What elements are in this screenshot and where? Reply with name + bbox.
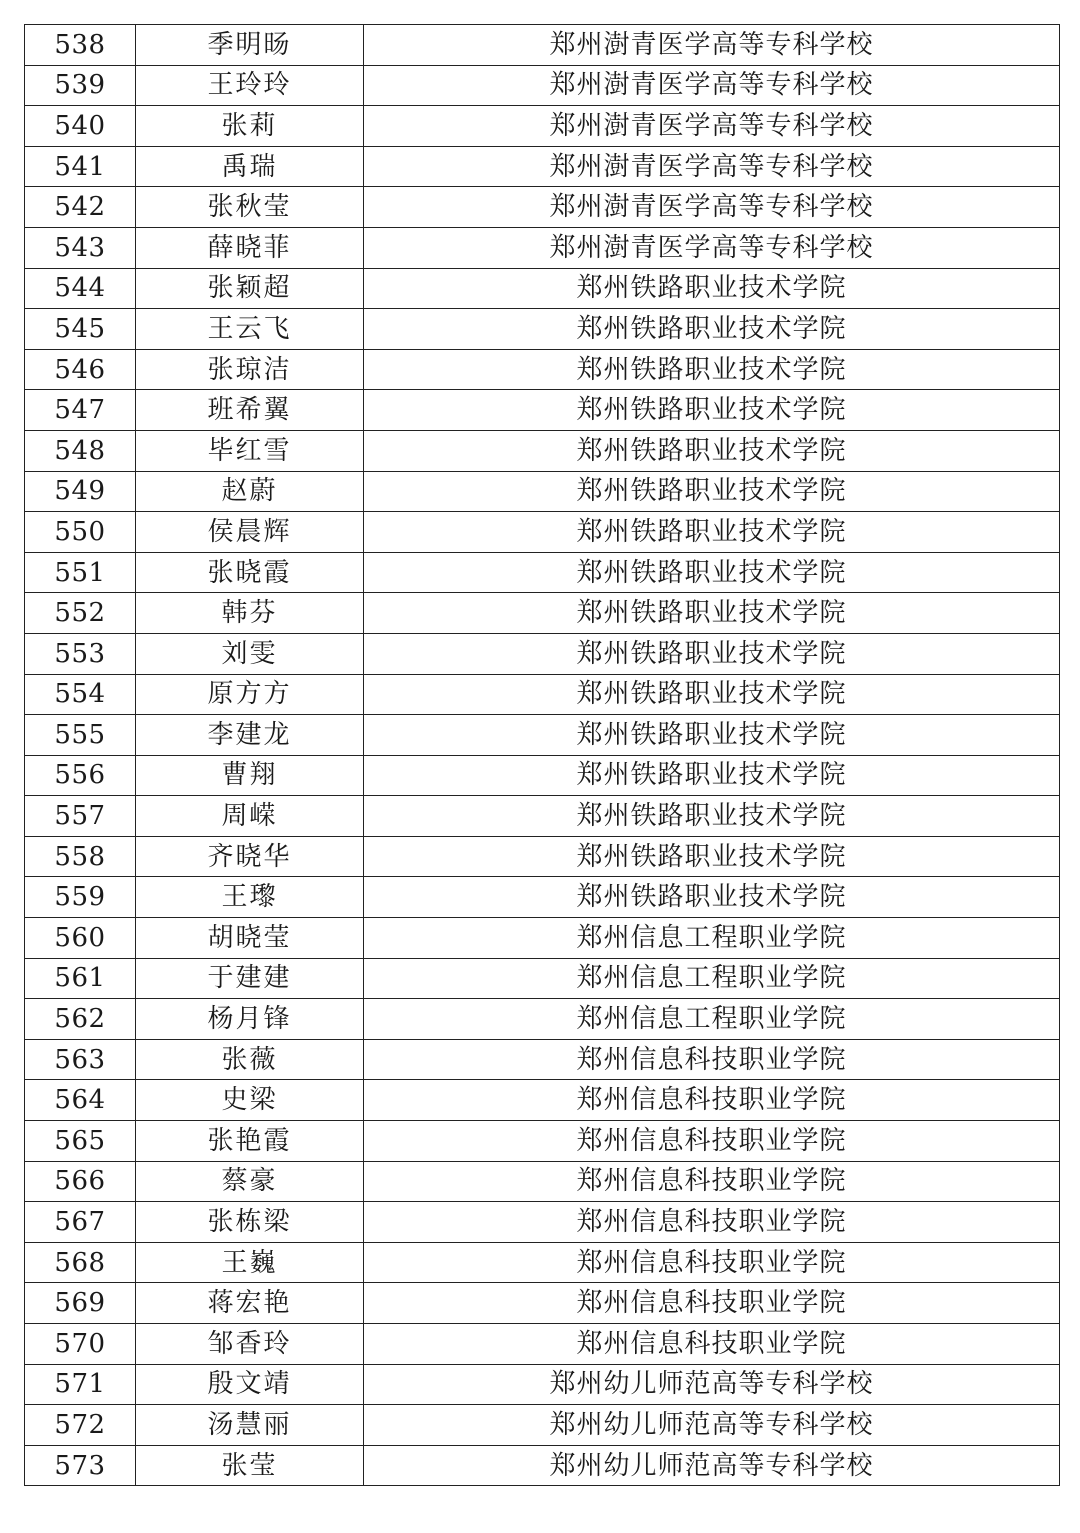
row-number-cell: 573 [25,1445,136,1486]
person-name-cell: 王玲玲 [136,65,364,106]
person-name-cell: 张莹 [136,1445,364,1486]
person-name-cell: 邹香玲 [136,1324,364,1365]
row-number-cell: 552 [25,593,136,634]
person-name-cell: 李建龙 [136,715,364,756]
person-name-cell: 禹瑞 [136,146,364,187]
person-name-cell: 殷文靖 [136,1364,364,1405]
school-name-cell: 郑州澍青医学高等专科学校 [364,65,1060,106]
person-name-cell: 杨月锋 [136,999,364,1040]
table-row [25,755,1060,796]
table-row [25,25,1060,66]
table-row [25,146,1060,187]
person-name-cell: 赵蔚 [136,471,364,512]
row-number-cell: 556 [25,755,136,796]
row-number-cell: 539 [25,65,136,106]
person-name-cell: 张栋梁 [136,1202,364,1243]
row-number-cell: 545 [25,309,136,350]
table-row [25,674,1060,715]
school-name-cell: 郑州信息科技职业学院 [364,1121,1060,1162]
table-row [25,877,1060,918]
person-name-cell: 张艳霞 [136,1121,364,1162]
person-name-cell: 毕红雪 [136,430,364,471]
person-name-cell: 曹翔 [136,755,364,796]
row-number-cell: 555 [25,715,136,756]
person-name-cell: 史梁 [136,1080,364,1121]
row-number-cell: 544 [25,268,136,309]
table-row [25,106,1060,147]
school-name-cell: 郑州铁路职业技术学院 [364,512,1060,553]
person-name-cell: 于建建 [136,958,364,999]
table-row [25,1161,1060,1202]
row-number-cell: 540 [25,106,136,147]
person-name-cell: 张秋莹 [136,187,364,228]
person-name-cell: 刘雯 [136,633,364,674]
table-row [25,918,1060,959]
row-number-cell: 568 [25,1242,136,1283]
school-name-cell: 郑州铁路职业技术学院 [364,633,1060,674]
school-name-cell: 郑州信息工程职业学院 [364,958,1060,999]
school-name-cell: 郑州铁路职业技术学院 [364,390,1060,431]
school-name-cell: 郑州信息工程职业学院 [364,918,1060,959]
table-row [25,65,1060,106]
school-name-cell: 郑州信息科技职业学院 [364,1202,1060,1243]
school-name-cell: 郑州信息科技职业学院 [364,1242,1060,1283]
table-row [25,512,1060,553]
school-name-cell: 郑州信息工程职业学院 [364,999,1060,1040]
person-name-cell: 薛晓菲 [136,227,364,268]
school-name-cell: 郑州幼儿师范高等专科学校 [364,1445,1060,1486]
row-number-cell: 558 [25,836,136,877]
person-name-cell: 张晓霞 [136,552,364,593]
table-row [25,1039,1060,1080]
row-number-cell: 550 [25,512,136,553]
row-number-cell: 561 [25,958,136,999]
school-name-cell: 郑州澍青医学高等专科学校 [364,106,1060,147]
school-name-cell: 郑州铁路职业技术学院 [364,309,1060,350]
table-row [25,1202,1060,1243]
table-row [25,715,1060,756]
row-number-cell: 562 [25,999,136,1040]
row-number-cell: 565 [25,1121,136,1162]
school-name-cell: 郑州澍青医学高等专科学校 [364,25,1060,66]
row-number-cell: 543 [25,227,136,268]
person-name-cell: 胡晓莹 [136,918,364,959]
school-name-cell: 郑州铁路职业技术学院 [364,796,1060,837]
school-name-cell: 郑州幼儿师范高等专科学校 [364,1405,1060,1446]
school-name-cell: 郑州铁路职业技术学院 [364,593,1060,634]
roster-table [24,24,1060,1486]
table-row [25,187,1060,228]
row-number-cell: 566 [25,1161,136,1202]
table-row [25,1121,1060,1162]
roster-sheet [24,24,1059,1486]
row-number-cell: 560 [25,918,136,959]
person-name-cell: 王瓈 [136,877,364,918]
row-number-cell: 548 [25,430,136,471]
table-row [25,309,1060,350]
person-name-cell: 原方方 [136,674,364,715]
row-number-cell: 547 [25,390,136,431]
row-number-cell: 538 [25,25,136,66]
school-name-cell: 郑州信息科技职业学院 [364,1283,1060,1324]
table-row [25,593,1060,634]
school-name-cell: 郑州铁路职业技术学院 [364,471,1060,512]
school-name-cell: 郑州铁路职业技术学院 [364,552,1060,593]
person-name-cell: 蔡豪 [136,1161,364,1202]
table-row [25,1445,1060,1486]
person-name-cell: 张薇 [136,1039,364,1080]
table-row [25,999,1060,1040]
row-number-cell: 569 [25,1283,136,1324]
school-name-cell: 郑州澍青医学高等专科学校 [364,146,1060,187]
school-name-cell: 郑州信息科技职业学院 [364,1080,1060,1121]
school-name-cell: 郑州澍青医学高等专科学校 [364,187,1060,228]
row-number-cell: 563 [25,1039,136,1080]
person-name-cell: 张莉 [136,106,364,147]
school-name-cell: 郑州信息科技职业学院 [364,1039,1060,1080]
person-name-cell: 张琼洁 [136,349,364,390]
row-number-cell: 559 [25,877,136,918]
person-name-cell: 王云飞 [136,309,364,350]
school-name-cell: 郑州澍青医学高等专科学校 [364,227,1060,268]
table-row [25,1324,1060,1365]
person-name-cell: 汤慧丽 [136,1405,364,1446]
table-row [25,268,1060,309]
person-name-cell: 王巍 [136,1242,364,1283]
table-row [25,1364,1060,1405]
school-name-cell: 郑州铁路职业技术学院 [364,877,1060,918]
school-name-cell: 郑州铁路职业技术学院 [364,430,1060,471]
school-name-cell: 郑州铁路职业技术学院 [364,715,1060,756]
table-row [25,227,1060,268]
table-row [25,390,1060,431]
row-number-cell: 571 [25,1364,136,1405]
table-row [25,471,1060,512]
school-name-cell: 郑州铁路职业技术学院 [364,836,1060,877]
table-row [25,430,1060,471]
person-name-cell: 班希翼 [136,390,364,431]
table-row [25,1283,1060,1324]
row-number-cell: 542 [25,187,136,228]
person-name-cell: 周嵘 [136,796,364,837]
table-row [25,1405,1060,1446]
row-number-cell: 549 [25,471,136,512]
table-row [25,796,1060,837]
school-name-cell: 郑州信息科技职业学院 [364,1161,1060,1202]
row-number-cell: 541 [25,146,136,187]
school-name-cell: 郑州信息科技职业学院 [364,1324,1060,1365]
row-number-cell: 557 [25,796,136,837]
person-name-cell: 韩芬 [136,593,364,634]
table-row [25,958,1060,999]
row-number-cell: 567 [25,1202,136,1243]
school-name-cell: 郑州铁路职业技术学院 [364,268,1060,309]
row-number-cell: 564 [25,1080,136,1121]
row-number-cell: 553 [25,633,136,674]
school-name-cell: 郑州幼儿师范高等专科学校 [364,1364,1060,1405]
row-number-cell: 572 [25,1405,136,1446]
table-row [25,1242,1060,1283]
school-name-cell: 郑州铁路职业技术学院 [364,674,1060,715]
school-name-cell: 郑州铁路职业技术学院 [364,349,1060,390]
row-number-cell: 551 [25,552,136,593]
row-number-cell: 570 [25,1324,136,1365]
table-row [25,349,1060,390]
person-name-cell: 张颖超 [136,268,364,309]
person-name-cell: 蒋宏艳 [136,1283,364,1324]
roster-table-body [25,25,1060,1486]
school-name-cell: 郑州铁路职业技术学院 [364,755,1060,796]
table-row [25,633,1060,674]
row-number-cell: 554 [25,674,136,715]
person-name-cell: 侯晨辉 [136,512,364,553]
person-name-cell: 季明旸 [136,25,364,66]
person-name-cell: 齐晓华 [136,836,364,877]
row-number-cell: 546 [25,349,136,390]
table-row [25,552,1060,593]
table-row [25,1080,1060,1121]
table-row [25,836,1060,877]
